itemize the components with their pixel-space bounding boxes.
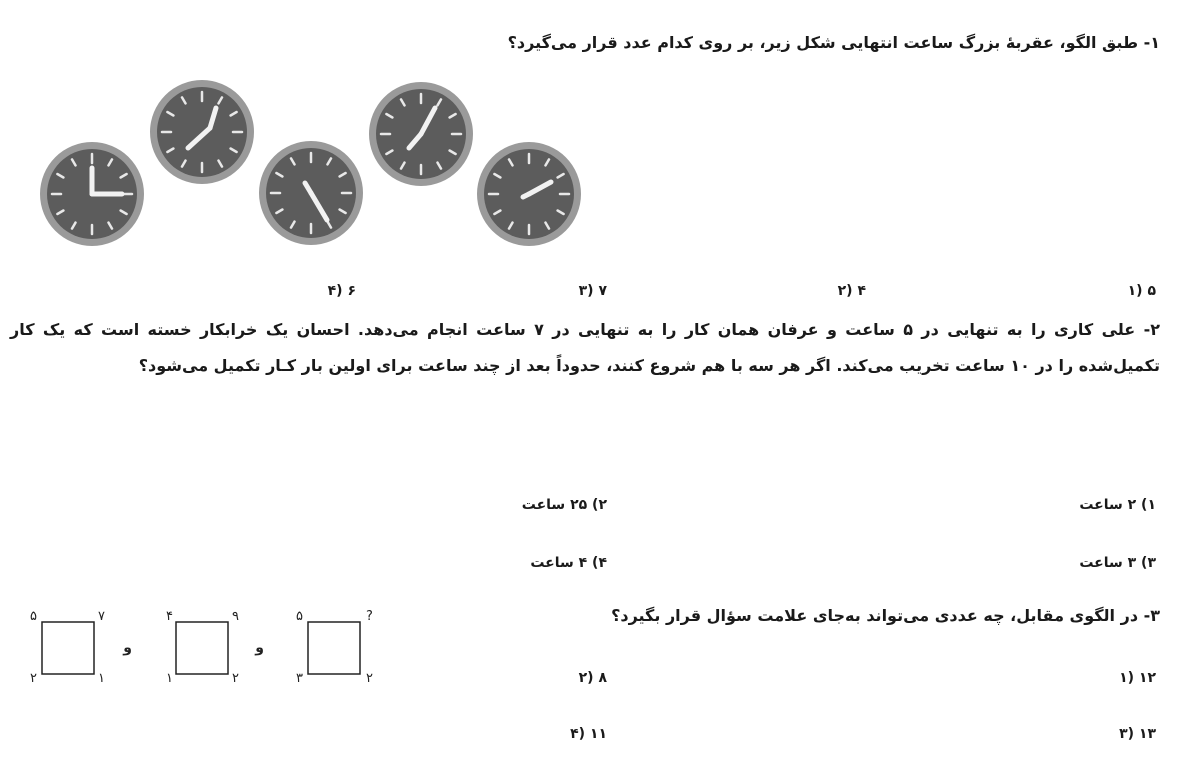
pattern-square-1 xyxy=(30,609,105,684)
q2-option-3[interactable]: ۳) ۳ ساعت xyxy=(1079,555,1156,571)
clock-5-icon xyxy=(477,142,581,246)
question-2-text: ۲- علی کاری را به تنهایی در ۵ ساعت و عرفان همان کار را به تنهایی در ۷ ساعت انجام می‌دهد. احسان یک خرابکار خسته است که یک کار تکمیل‌شده را در ۱۰ ساعت تخریب می‌کند. اگر هر سه با هم شروع کنند، حدوداً بعد از چند ساعت برای اولین بار کـار تکمیل می‌شود؟ xyxy=(10,320,1160,375)
question-3-text: ۳- در الگوی مقابل، چه عددی می‌تواند به‌جای علامت سؤال قرار بگیرد؟ xyxy=(611,606,1160,625)
q2-option-2[interactable]: ۲) ۲۵ ساعت xyxy=(521,497,607,513)
square-1-top-right: ۷ xyxy=(98,609,105,624)
clock-2-icon xyxy=(150,80,254,184)
pattern-square-2 xyxy=(166,609,239,684)
square-1-bottom-left: ۲ xyxy=(30,671,37,684)
square-2-top-left: ۴ xyxy=(166,609,173,624)
q1-option-4[interactable]: ۶ (۴ xyxy=(327,283,356,299)
square-2-bottom-right: ۲ xyxy=(232,671,239,684)
pattern-square-3 xyxy=(296,609,373,684)
q3-option-4[interactable]: ۱۱ (۴ xyxy=(570,726,607,742)
square-3-top-left: ۵ xyxy=(296,609,303,624)
q1-option-3[interactable]: ۷ (۳ xyxy=(578,283,607,299)
square-pattern-figure xyxy=(20,604,390,684)
question-1-text: ۱- طبق الگو، عقربهٔ بزرگ ساعت انتهایی شکل زیر، بر روی کدام عدد قرار می‌گیرد؟ xyxy=(507,33,1160,52)
q3-option-3[interactable]: ۱۳ (۳ xyxy=(1119,726,1156,742)
square-3-bottom-left: ۳ xyxy=(296,671,303,684)
q1-option-2[interactable]: ۴ (۲ xyxy=(837,283,866,299)
square-2-top-right: ۹ xyxy=(232,609,239,624)
q3-option-2[interactable]: ۸ (۲ xyxy=(578,670,607,686)
q2-option-1[interactable]: ۱) ۲ ساعت xyxy=(1079,497,1156,513)
q2-option-4[interactable]: ۴) ۴ ساعت xyxy=(530,555,607,571)
clock-3-icon xyxy=(259,141,363,245)
square-1-top-left: ۵ xyxy=(30,609,37,624)
q3-option-1[interactable]: ۱۲ (۱ xyxy=(1119,670,1156,686)
square-3-top-right: ? xyxy=(366,609,373,624)
connector-2: و xyxy=(255,640,264,656)
clock-sequence xyxy=(0,80,600,260)
q1-option-1[interactable]: ۵ (۱ xyxy=(1127,283,1156,299)
clock-1-icon xyxy=(40,142,144,246)
square-3-bottom-right: ۲ xyxy=(366,671,373,684)
square-2-bottom-left: ۱ xyxy=(166,671,173,684)
clock-4-icon xyxy=(369,82,473,186)
connector-1: و xyxy=(123,640,132,656)
square-1-bottom-right: ۱ xyxy=(98,671,105,684)
